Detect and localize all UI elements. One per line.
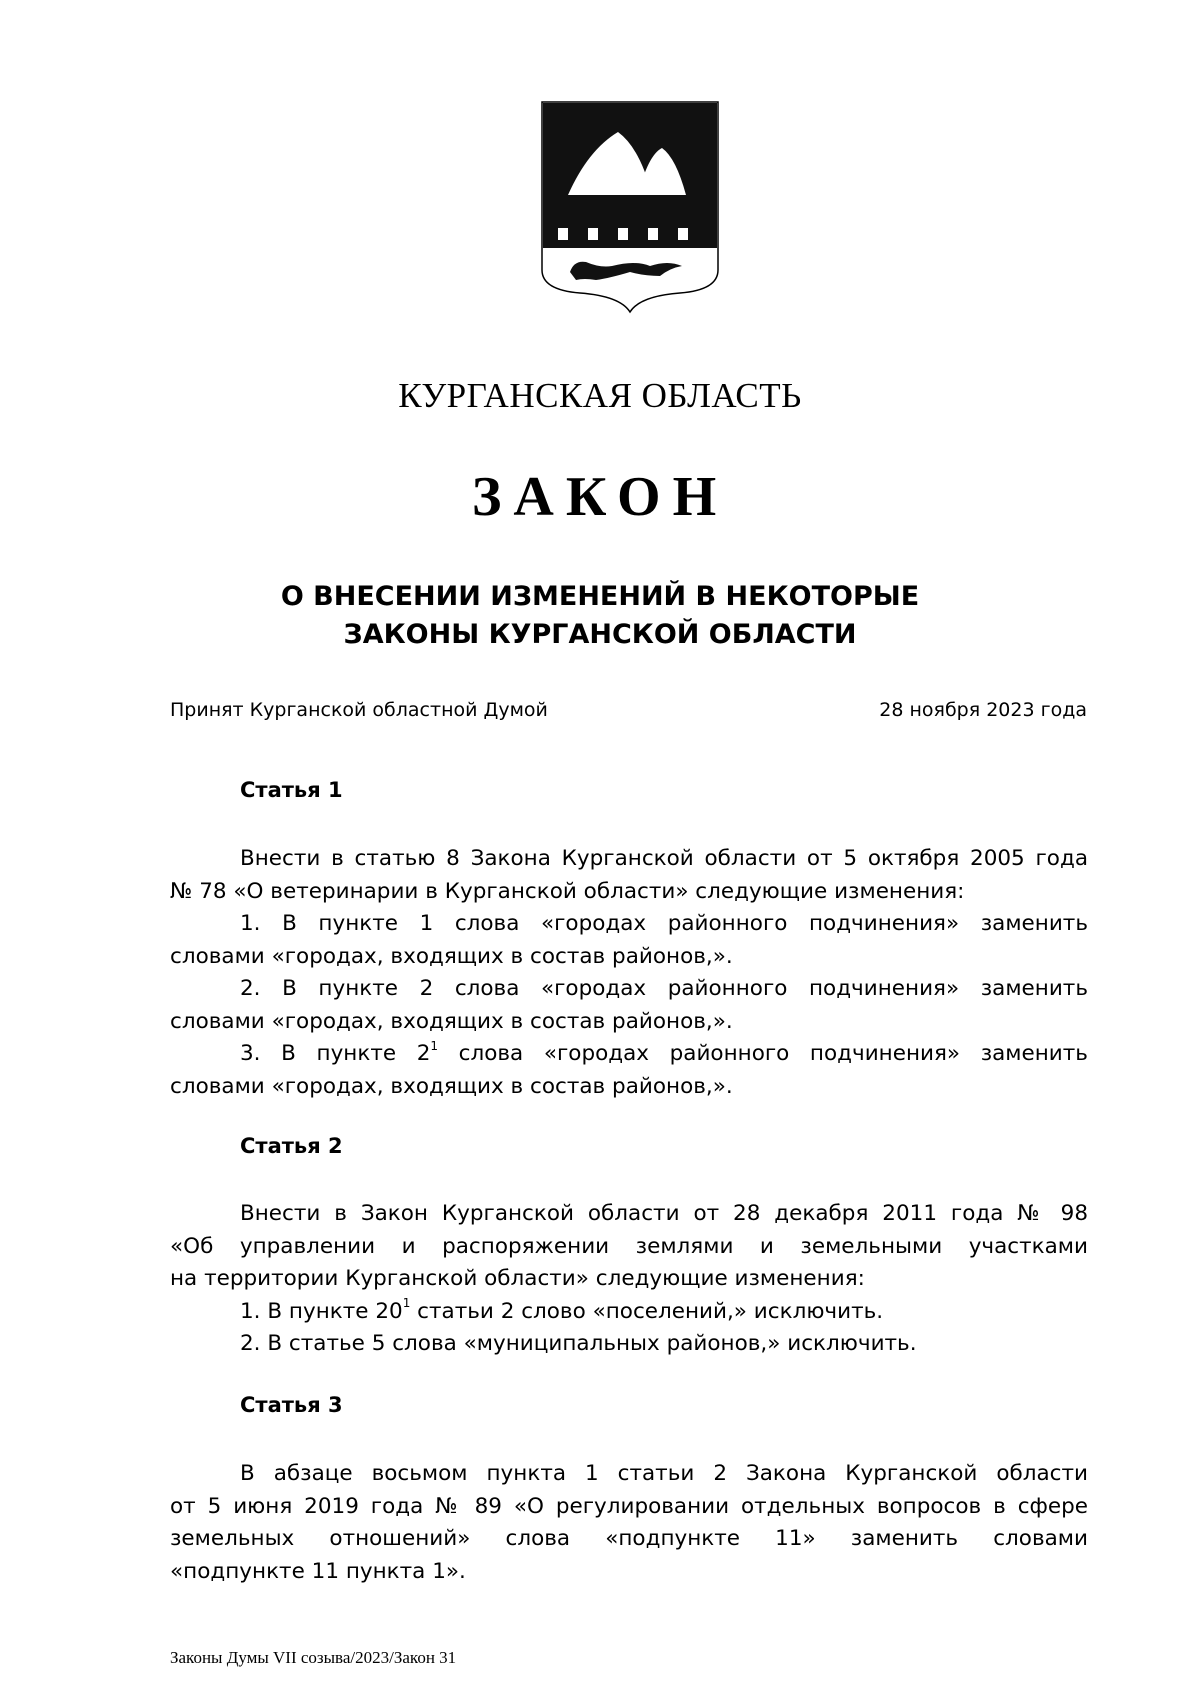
document-type: ЗАКОН	[471, 466, 729, 528]
article-2-body	[170, 1198, 1088, 1361]
adopted-date: 28 ноября 2023 года	[879, 699, 1087, 721]
article-1-item-1-line: 1. В пункте 1 слова «городах районного подчинения» заменить	[240, 911, 1088, 936]
article-3-paragraph-line: от 5 июня 2019 года № 89 «О регулировании отдельных вопросов в сфере	[170, 1493, 1088, 1519]
article-2-heading: Статья 2	[240, 1134, 343, 1158]
article-1-heading: Статья 1	[240, 778, 343, 802]
law-title-line-1: О ВНЕСЕНИИ ИЗМЕНЕНИЙ В НЕКОТОРЫЕ	[280, 581, 920, 612]
article-3-heading: Статья 3	[240, 1393, 343, 1417]
article-1-paragraph-line: № 78 «О ветеринарии в Курганской области» следующие изменения:	[170, 878, 965, 904]
article-1-item-1-line: словами «городах, входящих в состав районов,».	[170, 943, 733, 969]
adopted-by: Принят Курганской областной Думой	[170, 699, 548, 721]
article-2-item-1-rest: статьи 2 слово «поселений,» исключить.	[410, 1298, 884, 1324]
article-2-item-1	[170, 1296, 1088, 1329]
region-name: КУРГАНСКАЯ ОБЛАСТЬ	[398, 376, 802, 415]
article-1-item-3-line	[170, 1038, 1088, 1071]
law-title	[0, 578, 1200, 654]
article-1-paragraph-line: Внести в статью 8 Закона Курганской области от 5 октября 2005 года	[240, 846, 1088, 871]
article-1-item-2-line: 2. В пункте 2 слова «городах районного подчинения» заменить	[240, 976, 1088, 1001]
article-2-item-2: 2. В статье 5 слова «муниципальных районов,» исключить.	[240, 1331, 917, 1356]
article-2-item-1-prefix: 1. В пункте 20	[240, 1298, 403, 1324]
superscript: 1	[402, 1296, 411, 1311]
article-2-paragraph-line: на территории Курганской области» следующие изменения:	[170, 1266, 865, 1291]
article-1-item-2-line: словами «городах, входящих в состав районов,».	[170, 1008, 733, 1034]
article-3-paragraph-line: земельных отношений» слова «подпункте 11» заменить словами	[170, 1526, 1088, 1551]
article-3-paragraph-line: В абзаце восьмом пункта 1 статьи 2 Закона Курганской области	[240, 1461, 1088, 1486]
coat-of-arms-emblem	[540, 100, 720, 335]
article-1-body	[170, 843, 1088, 1103]
article-1-item-3-prefix: 3. В пункте 2	[240, 1041, 431, 1066]
footer-reference: Законы Думы VII созыва/2023/Закон 31	[170, 1648, 457, 1667]
law-title-line-2: ЗАКОНЫ КУРГАНСКОЙ ОБЛАСТИ	[343, 619, 857, 650]
article-2-paragraph-line: «Об управлении и распоряжении землями и земельными участками	[170, 1233, 1088, 1259]
article-1-item-3-rest: слова «городах районного подчинения» заменить	[438, 1041, 1088, 1066]
superscript: 1	[430, 1038, 439, 1053]
article-3-paragraph-line: «подпункте 11 пункта 1».	[170, 1558, 466, 1584]
article-1-item-3-line: словами «городах, входящих в состав районов,».	[170, 1073, 733, 1099]
article-3-body	[170, 1458, 1088, 1588]
article-2-paragraph-line: Внести в Закон Курганской области от 28 декабря 2011 года № 98	[240, 1201, 1088, 1226]
